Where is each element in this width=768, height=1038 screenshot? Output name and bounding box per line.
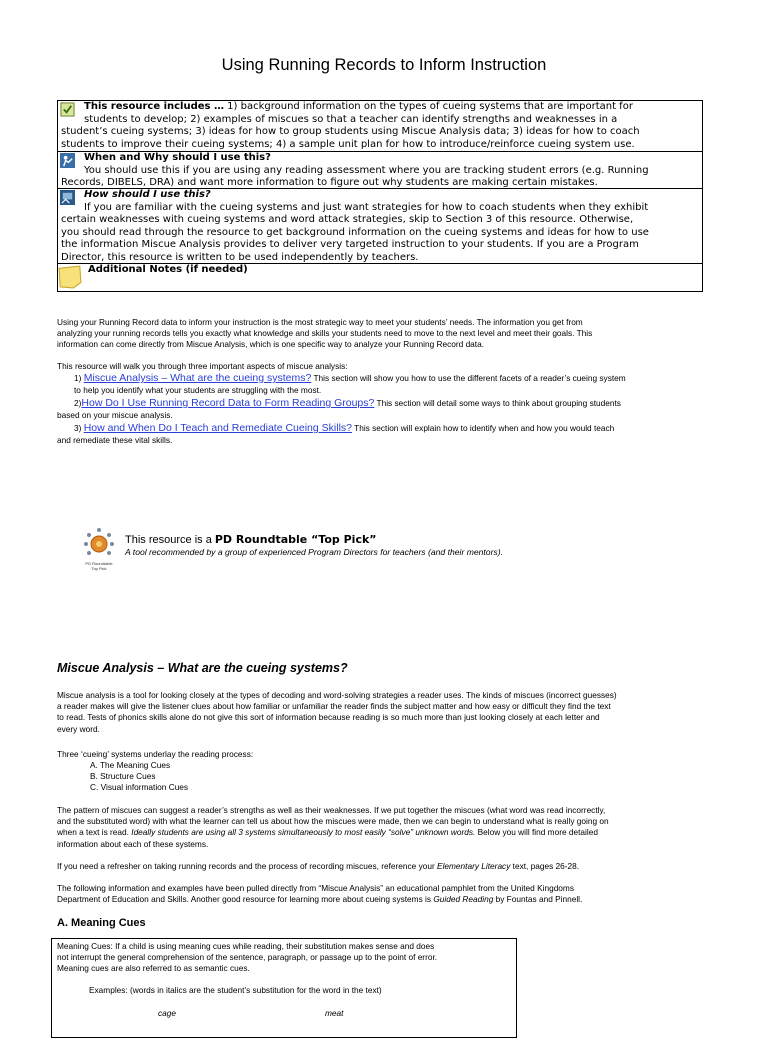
paragraph-text: by Fountas and Pinnell. bbox=[493, 894, 583, 905]
paragraph-line: The pattern of miscues can suggest a reader’s strengths as well as their weaknesses. If we put together the miscues (what word was read incorrectly, bbox=[57, 805, 606, 815]
list-number: 3) bbox=[74, 423, 82, 433]
pattern-paragraph bbox=[57, 805, 707, 850]
link-reading-groups[interactable]: How Do I Use Running Record Data to Form Reading Groups? bbox=[81, 397, 375, 409]
includes-text-line: students to develop; 2) examples of miscues so that a teacher can identify strengths and weaknesses in a bbox=[84, 113, 618, 125]
how-row bbox=[58, 189, 702, 264]
source-paragraph bbox=[57, 883, 707, 905]
box-line: not interrupt the general comprehension of the sentence, paragraph, or passage up to the point of error. bbox=[57, 952, 438, 963]
svg-text:Top Pick: Top Pick bbox=[91, 566, 107, 571]
list-item-text: based on your miscue analysis. bbox=[57, 410, 173, 420]
meaning-cues-box bbox=[51, 938, 517, 1038]
box-line: Meaning Cues: If a child is using meaning cues while reading, their substitution makes sense and does bbox=[57, 941, 435, 951]
notes-row bbox=[58, 264, 702, 291]
how-text: Director, this resource is written to be used independently by teachers. bbox=[61, 251, 419, 263]
paragraph-line: every word. bbox=[57, 723, 100, 734]
list-number: 1) bbox=[74, 373, 82, 383]
list-item-text: This section will explain how to identify when and how you would teach bbox=[352, 423, 615, 433]
link-teach-remediate[interactable]: How and When Do I Teach and Remediate Cueing Skills? bbox=[83, 422, 352, 434]
refresher-paragraph bbox=[57, 861, 707, 872]
when-why-row bbox=[58, 152, 702, 189]
notes-heading: Additional Notes (if needed) bbox=[88, 264, 248, 275]
how-heading: How should I use this? bbox=[84, 189, 211, 200]
how-text: certain weaknesses with cueing systems and word attack strategies, skip to Section 3 of this resource. Otherwise, bbox=[61, 214, 634, 226]
paragraph-line: Miscue analysis is a tool for looking closely at the types of decoding and word-solving strategies a reader uses. The kinds of miscues (incorrect guesses) bbox=[57, 690, 617, 700]
includes-text-line: students to improve their cueing systems; 4) a sample unit plan for how to introduce/reinforce cueing system use. bbox=[61, 138, 635, 150]
top-pick-line bbox=[125, 533, 377, 546]
top-pick-prefix: This resource is a bbox=[125, 534, 215, 546]
box-line: Meaning cues are also referred to as semantic cues. bbox=[57, 963, 250, 974]
intro-line: analyzing your running records tells you exactly what knowledge and skills your students need to move to the next level and meet their goals. This bbox=[57, 328, 593, 339]
list-number: 2) bbox=[74, 398, 82, 408]
includes-heading: This resource includes … bbox=[84, 101, 224, 112]
cue-item: C. Visual information Cues bbox=[90, 782, 189, 793]
book-title: Elementary Literacy bbox=[437, 861, 511, 871]
example-word: meat bbox=[325, 1008, 344, 1018]
cueing-systems-intro: Three ‘cueing’ systems underlay the reading process: bbox=[57, 749, 254, 759]
list-item-text: This section will detail some ways to think about grouping students bbox=[374, 398, 621, 408]
pd-roundtable-logo bbox=[84, 527, 114, 571]
list-item-text: and remediate these vital skills. bbox=[57, 435, 173, 445]
resource-summary-box bbox=[57, 100, 703, 292]
example-word: cage bbox=[158, 1008, 176, 1018]
paragraph-text: Department of Education and Skills. Another good resource for learning more about cueing systems is bbox=[57, 894, 434, 905]
cue-item: B. Structure Cues bbox=[90, 771, 156, 782]
paragraph-text: when a text is read. bbox=[57, 827, 132, 838]
meaning-cues-heading: A. Meaning Cues bbox=[57, 917, 146, 929]
paragraph-line: a reader makes will give the listener clues about how familiar or unfamiliar the reader finds the subject matter and how easy or difficult they find the text bbox=[57, 701, 611, 712]
intro-line: Using your Running Record data to inform your instruction is the most strategic way to meet your students’ needs. The information you get from bbox=[57, 317, 583, 327]
miscue-paragraph bbox=[57, 690, 707, 735]
section-list bbox=[57, 372, 707, 446]
paragraph-line: and the substituted word) with what the learner can tell us about how the miscues were made, then we can begin to understand what is really going on bbox=[57, 816, 609, 827]
cueing-systems-list bbox=[90, 760, 390, 794]
when-why-heading: When and Why should I use this? bbox=[84, 152, 271, 163]
how-text: you should read through the resource to get background information on the cueing systems and ideas for how to use bbox=[61, 226, 649, 238]
how-text: the information Miscue Analysis provides to deliver very targeted instruction to your students. If you are a Program bbox=[61, 239, 639, 251]
link-miscue-analysis[interactable]: Miscue Analysis – What are the cueing systems? bbox=[83, 372, 312, 384]
includes-text-line: student’s cueing systems; 3) ideas for how to group students using Miscue Analysis data; 3) ideas for how to coach bbox=[61, 126, 640, 138]
paragraph-text: Below you will find more detailed bbox=[475, 827, 598, 838]
top-pick-name: PD Roundtable “Top Pick” bbox=[214, 533, 377, 546]
sticky-note-icon bbox=[58, 265, 82, 289]
examples-line: Examples: (words in italics are the student’s substitution for the word in the text) bbox=[89, 984, 382, 995]
intro-lead: This resource will walk you through three important aspects of miscue analysis: bbox=[57, 361, 348, 371]
paragraph-text: text, pages 26-28. bbox=[510, 861, 580, 871]
intro-paragraph bbox=[57, 317, 707, 351]
paragraph-line: to read. Tests of phonics skills alone do not give this sort of information because reading is so much more than just looking closely at each letter and bbox=[57, 712, 600, 723]
paragraph-text: If you need a refresher on taking running records and the process of recording miscues, reference your bbox=[57, 861, 438, 871]
when-why-text: You should use this if you are using any reading assessment where you are tracking student errors (e.g. Running bbox=[84, 164, 649, 176]
includes-row bbox=[58, 101, 702, 152]
paragraph-line: information about each of these systems. bbox=[57, 838, 209, 849]
book-title: Guided Reading bbox=[433, 894, 494, 905]
svg-text:PD Roundtable: PD Roundtable bbox=[85, 561, 113, 566]
section-heading-miscue: Miscue Analysis – What are the cueing systems? bbox=[57, 661, 348, 675]
when-why-text: Records, DIBELS, DRA) and want more information to figure out why students are making certain mistakes. bbox=[61, 177, 598, 189]
list-item-text: to help you identify what your students are struggling with the most. bbox=[74, 385, 322, 395]
page-title: Using Running Records to Inform Instruction bbox=[221, 56, 547, 74]
list-item-text: This section will show you how to use the different facets of a reader’s cueing system bbox=[311, 373, 626, 383]
cue-item: A. The Meaning Cues bbox=[90, 760, 171, 770]
top-pick-description: A tool recommended by a group of experienced Program Directors for teachers (and their mentors). bbox=[125, 547, 503, 557]
paragraph-line: The following information and examples have been pulled directly from “Miscue Analysis” an educational pamphlet from the United Kingdoms bbox=[57, 883, 574, 893]
emphasis-text: Ideally students are using all 3 systems simultaneously to most easily “solve” unknown words. bbox=[131, 827, 476, 838]
how-text: If you are familiar with the cueing systems and just want strategies for how to coach students when they exhibit bbox=[84, 201, 649, 213]
includes-text: 1) background information on the types of cueing systems that are important for bbox=[223, 101, 633, 112]
intro-line: information can come directly from Miscue Analysis, which is one specific way to analyze your Running Record data. bbox=[57, 339, 485, 350]
